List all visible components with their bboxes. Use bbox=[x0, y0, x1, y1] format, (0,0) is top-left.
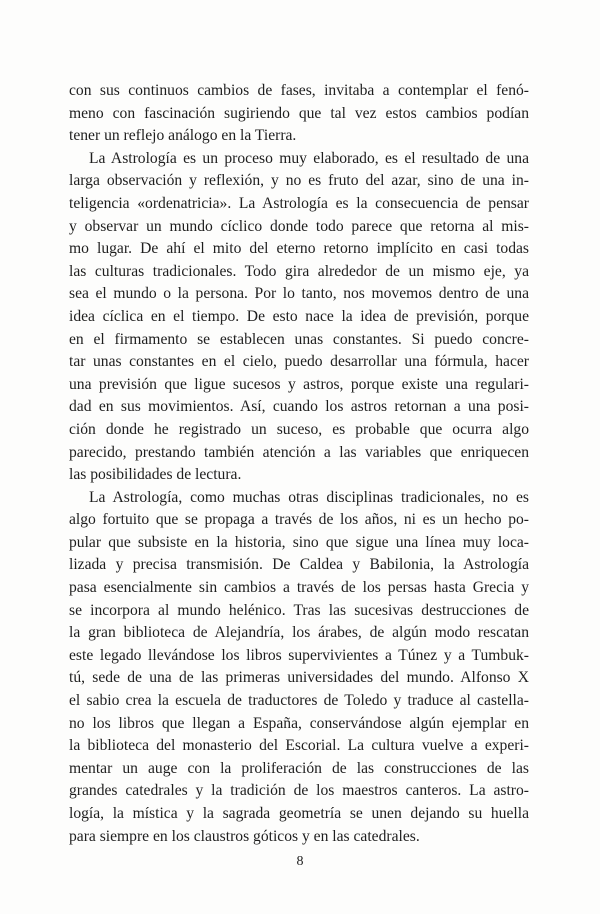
text-line: parecido, prestando también atención a las variables que enriquecen bbox=[69, 443, 529, 461]
text-line: se incorpora al mundo helénico. Tras las sucesivas destrucciones de bbox=[69, 601, 529, 619]
text-line: este legado llevándose los libros supervivientes a Túnez y a Tumbuk- bbox=[69, 646, 529, 664]
text-line: algo fortuito que se propaga a través de los años, ni es un hecho po- bbox=[69, 511, 529, 529]
body-text bbox=[69, 80, 529, 848]
text-line: las posibilidades de lectura. bbox=[69, 466, 242, 484]
text-line: grandes catedrales y la tradición de los maestros canteros. La astro- bbox=[69, 782, 529, 800]
text-line: pasa esencialmente sin cambios a través de los persas hasta Grecia y bbox=[69, 579, 529, 597]
text-line: tar unas constantes en el cielo, puedo desarrollar una fórmula, hacer bbox=[69, 353, 529, 371]
text-line: tú, sede de una de las primeras universidades del mundo. Alfonso X bbox=[69, 669, 529, 687]
text-line: tener un reflejo análogo en la Tierra. bbox=[69, 127, 297, 145]
text-line: logía, la mística y la sagrada geometría se unen dejando su huella bbox=[69, 805, 529, 822]
text-line: y observar un mundo cíclico donde todo parece que retorna al mis- bbox=[69, 217, 529, 235]
text-line: lizada y precisa transmisión. De Caldea y Babilonia, la Astrología bbox=[69, 556, 529, 574]
text-line: dad en sus movimientos. Así, cuando los astros retornan a una posi- bbox=[69, 398, 529, 416]
paragraph bbox=[69, 487, 529, 849]
text-line: en el firmamento se establecen unas constantes. Si puedo concre- bbox=[69, 330, 529, 348]
text-line: mo lugar. De ahí el mito del eterno retorno implícito en casi todas bbox=[69, 240, 529, 258]
text-line: La Astrología es un proceso muy elaborado, es el resultado de una bbox=[89, 149, 529, 167]
text-line: pular que subsiste en la historia, sino que sigue una línea muy loca- bbox=[69, 533, 529, 551]
paragraph bbox=[69, 148, 529, 487]
page-number: 8 bbox=[296, 854, 304, 869]
text-line: una previsión que ligue sucesos y astros, porque existe una regulari- bbox=[69, 375, 529, 393]
text-line: teligencia «ordenatricia». La Astrología es la consecuencia de pensar bbox=[69, 194, 529, 212]
text-line: no los libros que llegan a España, conservándose algún ejemplar en bbox=[69, 714, 529, 732]
text-line: con sus continuos cambios de fases, invitaba a contemplar el fenó- bbox=[69, 82, 529, 99]
text-line: ción donde he registrado un suceso, es probable que ocurra algo bbox=[69, 420, 529, 438]
text-line: idea cíclica en el tiempo. De esto nace la idea de previsión, porque bbox=[69, 307, 529, 325]
text-line: mentar un auge con la proliferación de las construcciones de las bbox=[69, 759, 529, 777]
text-line: La Astrología, como muchas otras disciplinas tradicionales, no es bbox=[89, 488, 529, 506]
paragraph bbox=[69, 80, 529, 148]
text-line: sea el mundo o la persona. Por lo tanto, nos movemos dentro de una bbox=[69, 285, 529, 303]
text-line: las culturas tradicionales. Todo gira alrededor de un mismo eje, ya bbox=[69, 262, 529, 280]
text-line: para siempre en los claustros góticos y en las catedrales. bbox=[69, 827, 420, 845]
text-line: meno con fascinación sugiriendo que tal vez estos cambios podían bbox=[69, 104, 529, 122]
text-line: el sabio crea la escuela de traductores de Toledo y traduce al castella- bbox=[69, 692, 529, 710]
text-line: la gran biblioteca de Alejandría, los árabes, de algún modo rescatan bbox=[69, 624, 529, 642]
text-line: la biblioteca del monasterio del Escorial. La cultura vuelve a experi- bbox=[69, 737, 529, 755]
text-line: larga observación y reflexión, y no es fruto del azar, sino de una in- bbox=[69, 172, 529, 190]
